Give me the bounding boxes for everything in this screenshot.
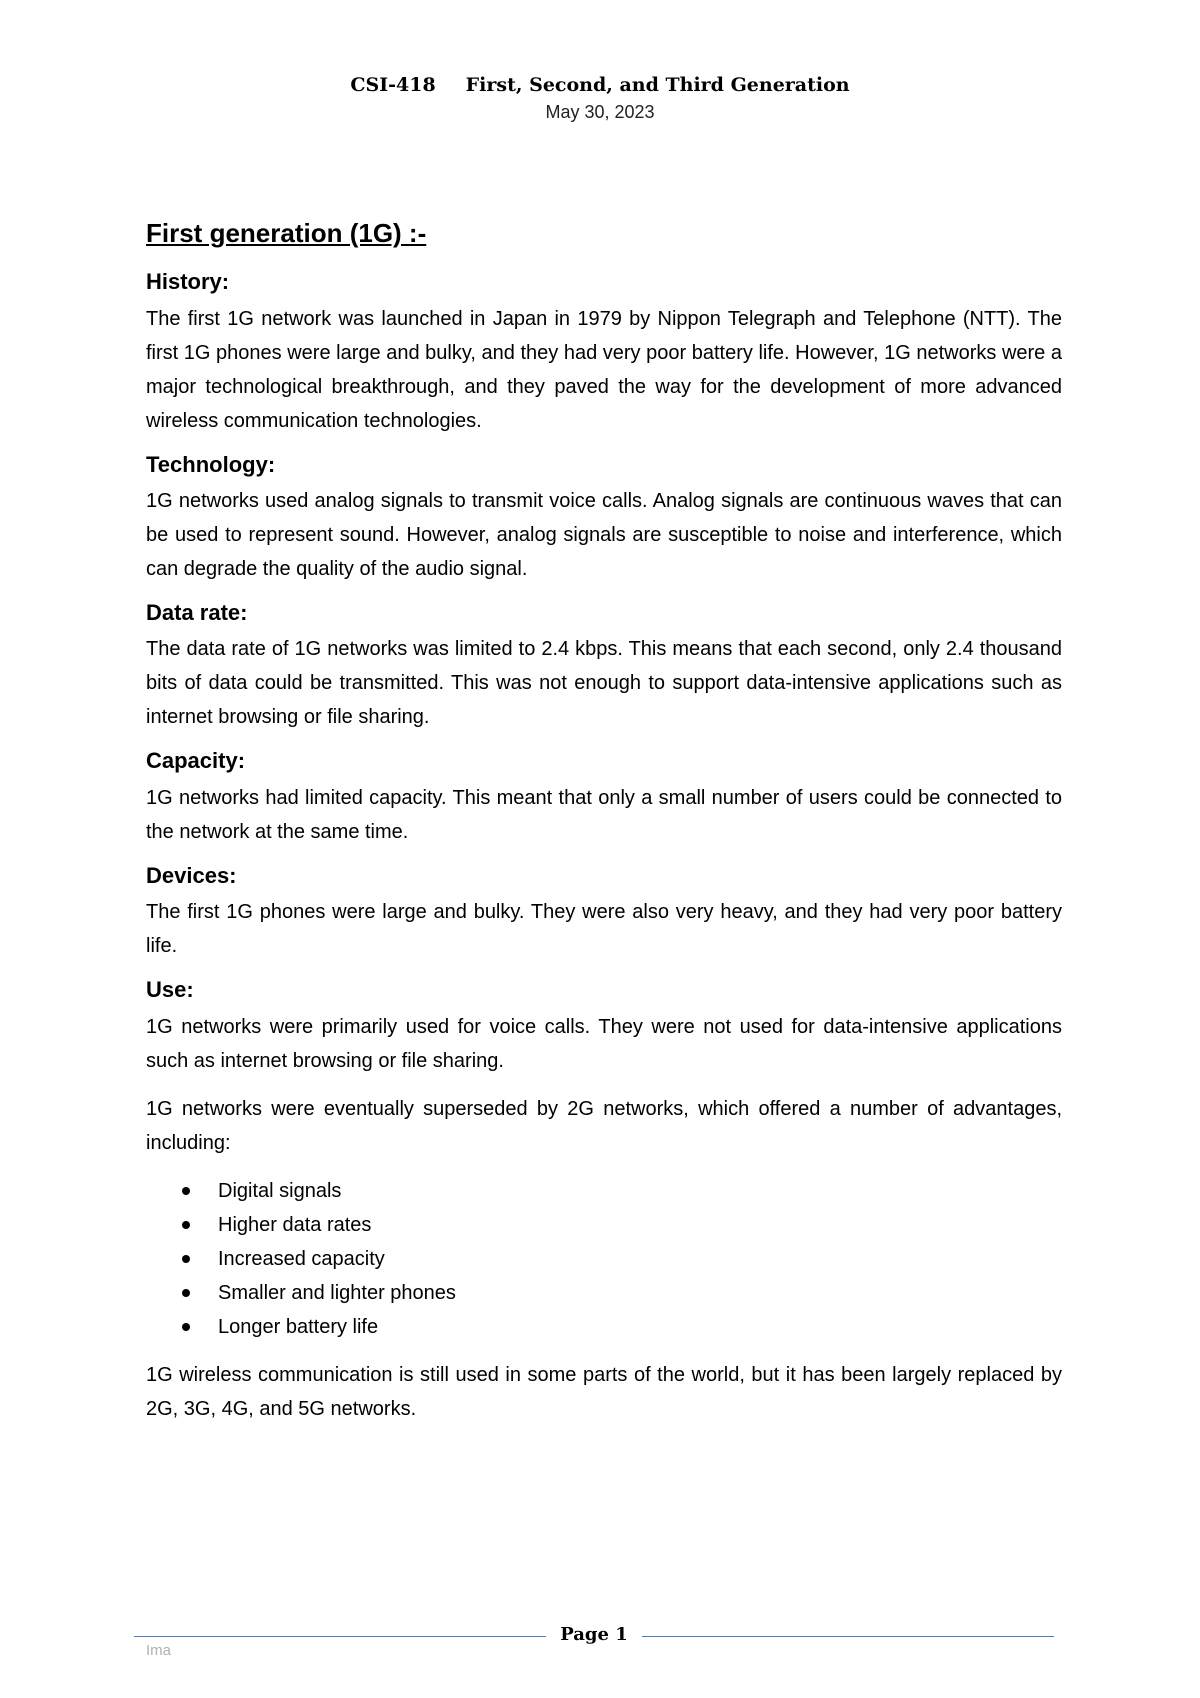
section-text-use: 1G networks were primarily used for voice calls. They were not used for data-intensive applications such as internet browsing or file sharing. xyxy=(146,1015,1062,1072)
section-heading-capacity: Capacity: xyxy=(146,748,246,774)
list-item xyxy=(182,1310,1062,1344)
list-item-text: Digital signals xyxy=(218,1179,342,1202)
section-text-capacity: 1G networks had limited capacity. This meant that only a small number of users could be connected to the network at the same time. xyxy=(146,786,1062,843)
section-heading-technology: Technology: xyxy=(146,451,276,477)
list-item xyxy=(182,1242,1062,1276)
main-heading: First generation (1G) :- xyxy=(146,218,427,248)
bullet-icon xyxy=(182,1187,190,1195)
section-text-data-rate: The data rate of 1G networks was limited to 2.4 kbps. This means that each second, only 2.4 thousand bits of data could be transmitted. This was not enough to support data-intensive applications such as internet browsing or file sharing. xyxy=(146,638,1062,729)
list-item xyxy=(182,1208,1062,1242)
list-item-text: Smaller and lighter phones xyxy=(218,1281,456,1304)
document-body xyxy=(146,218,1062,1440)
closing-paragraph: 1G wireless communication is still used in some parts of the world, but it has been largely replaced by 2G, 3G, 4G, and 5G networks. xyxy=(146,1363,1062,1420)
list-item xyxy=(182,1276,1062,1310)
list-item-text: Higher data rates xyxy=(218,1213,372,1236)
section-heading-devices: Devices: xyxy=(146,862,237,888)
bullet-icon xyxy=(182,1221,190,1229)
list-item-text: Increased capacity xyxy=(218,1247,385,1270)
section-text-history: The first 1G network was launched in Japan in 1979 by Nippon Telegraph and Telephone (NTT). The first 1G phones were large and bulky, and they had very poor battery life. However, 1G networks were a major technological breakthrough, and they paved the way for the development of more advanced wireless communication technologies. xyxy=(146,307,1062,432)
section-text-technology: 1G networks used analog signals to transmit voice calls. Analog signals are continuous waves that can be used to represent sound. However, analog signals are susceptible to noise and interference, which can degrade the quality of the audio signal. xyxy=(146,489,1062,580)
document-date: May 30, 2023 xyxy=(545,102,655,122)
page-number: Page 1 xyxy=(560,1624,628,1645)
header-title-line xyxy=(0,74,1200,96)
advantages-list xyxy=(146,1174,1062,1344)
bullet-icon xyxy=(182,1289,190,1297)
section-heading-use: Use: xyxy=(146,977,194,1003)
section-heading-history: History: xyxy=(146,269,230,295)
course-code: CSI-418 xyxy=(350,74,436,96)
page-footer xyxy=(134,1622,1054,1662)
advantages-intro: 1G networks were eventually superseded by 2G networks, which offered a number of advantages, including: xyxy=(146,1097,1062,1154)
document-title: First, Second, and Third Generation xyxy=(465,74,850,96)
section-text-devices: The first 1G phones were large and bulky. They were also very heavy, and they had very poor battery life. xyxy=(146,901,1062,958)
bullet-icon xyxy=(182,1323,190,1331)
list-item-text: Longer battery life xyxy=(218,1315,379,1338)
bullet-icon xyxy=(182,1255,190,1263)
list-item xyxy=(182,1174,1062,1208)
footer-divider-right xyxy=(642,1636,1054,1637)
section-heading-data-rate: Data rate: xyxy=(146,599,248,625)
footer-author: Ima xyxy=(146,1642,172,1659)
page-header xyxy=(0,74,1200,123)
footer-divider-left xyxy=(134,1636,546,1637)
